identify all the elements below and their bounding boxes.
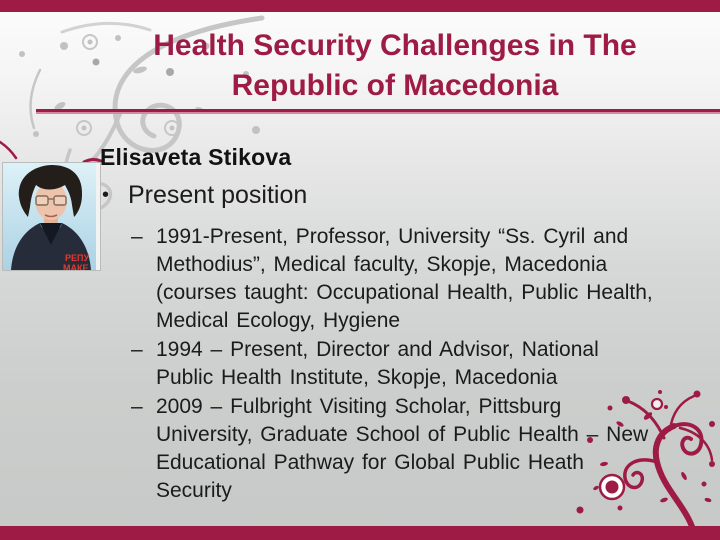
position-text: 1991-Present, Professor, University “Ss. Cyril and Methodius”, Medical faculty, Skopje, Macedonia (courses taught: Occupational Health, Public Health, Medical Ecology, Hygiene	[156, 225, 653, 332]
slide-title	[78, 26, 712, 106]
dash-bullet-marker: –	[131, 338, 143, 361]
slide-title-line2: Republic of Macedonia	[231, 69, 559, 102]
position-item	[131, 223, 716, 335]
present-position-bullet	[102, 181, 307, 210]
portrait-photo	[3, 163, 100, 270]
dash-bullet-marker: –	[131, 395, 143, 418]
speaker-name: Elisaveta Stikova	[100, 144, 292, 170]
present-position-label: Present position	[128, 181, 308, 209]
slide-title-line1: Health Security Challenges in The	[153, 29, 637, 62]
bottom-accent-bar	[0, 526, 720, 540]
title-underline-light	[36, 112, 720, 114]
position-text: 2009 – Fulbright Visiting Scholar, Pittsburg University, Graduate School of Public Health – New Educational Pathway for Global Public Heath Security	[156, 395, 649, 502]
position-item	[131, 393, 716, 505]
position-text: 1994 – Present, Director and Advisor, National Public Health Institute, Skopje, Macedonia	[156, 338, 599, 389]
positions-list	[131, 223, 716, 506]
top-accent-bar	[0, 0, 720, 12]
title-underline	[36, 109, 720, 114]
position-item	[131, 336, 716, 392]
bullet-marker: •	[102, 184, 110, 206]
photo-caption-line2: МАКЕ	[63, 263, 89, 270]
photo-caption-line1: РЕПУ	[65, 253, 90, 263]
dash-bullet-marker: –	[131, 225, 143, 248]
